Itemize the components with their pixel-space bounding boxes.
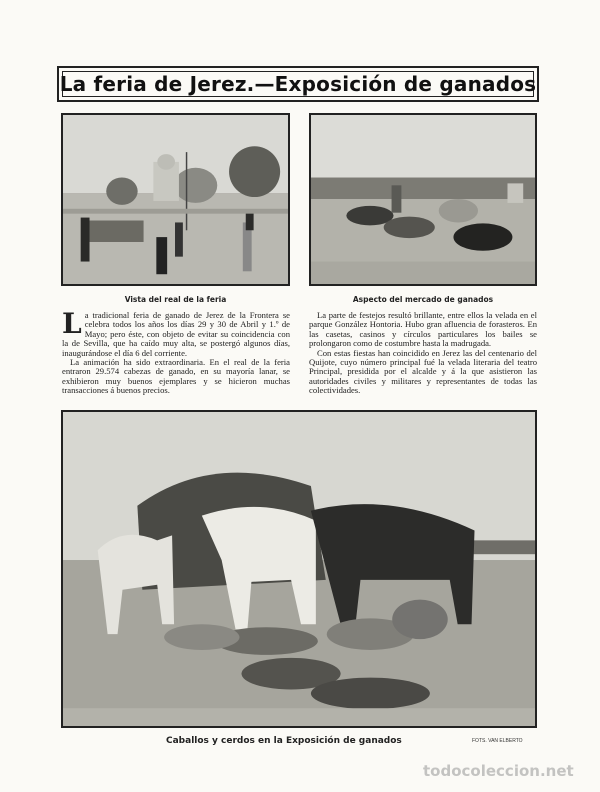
watermark-logo: todocoleccion.net [423, 762, 574, 780]
photo-fair-grounds [61, 113, 290, 286]
text-column-left [62, 307, 290, 396]
paragraph-2: La animación ha sido extraordinaria. En el real de la feria entraron 29.574 cabezas de ganado, en su mayoría lanar, se exhibieron muy buenos ejemplares y se hicieron muchas transacciones á buenos precios. [62, 357, 290, 396]
drop-cap: L [62, 307, 82, 340]
photo-credit: FOTS. VAN ELBERTO [472, 738, 523, 744]
paragraph-1-text: a tradicional feria de ganado de Jerez de la Frontera se celebra todos los años los días 29 y 30 de Abril y 1.º de Mayo; pero éste, con objeto de evitar su coincidencia con la de Sevilla, que ha caído muy alta, se postergó algunos días, inaugurándose el día 6 del corriente. [62, 310, 290, 358]
paragraph-3: La parte de festejos resultó brillante, entre ellos la velada en el parque González Hontoria. Hubo gran afluencia de forasteros. En las casetas, casinos y círculos particulares los bailes se prolongaron como de costumbre hasta la madrugada. [309, 310, 537, 349]
title-frame [57, 66, 539, 102]
photo-horses-and-pigs [61, 410, 537, 728]
paragraph-1 [62, 307, 290, 358]
text-column-right [309, 311, 537, 396]
article-title: La feria de Jerez.—Exposición de ganados [59, 72, 537, 96]
caption-horses-and-pigs: Caballos y cerdos en la Exposición de ganados [166, 736, 402, 746]
photo-cattle-market [309, 113, 537, 286]
caption-fair-grounds: Vista del real de la feria [124, 295, 227, 304]
paragraph-4: Con estas fiestas han coincidido en Jerez las del centenario del Quijote, cuyo número principal fué la velada literaria del teatro Principal, presidida por el alcalde y á la que asistieron las autoridades civiles y militares y representantes de todas las colectividades. [309, 347, 537, 396]
caption-cattle-market: Aspecto del mercado de ganados [352, 295, 494, 304]
